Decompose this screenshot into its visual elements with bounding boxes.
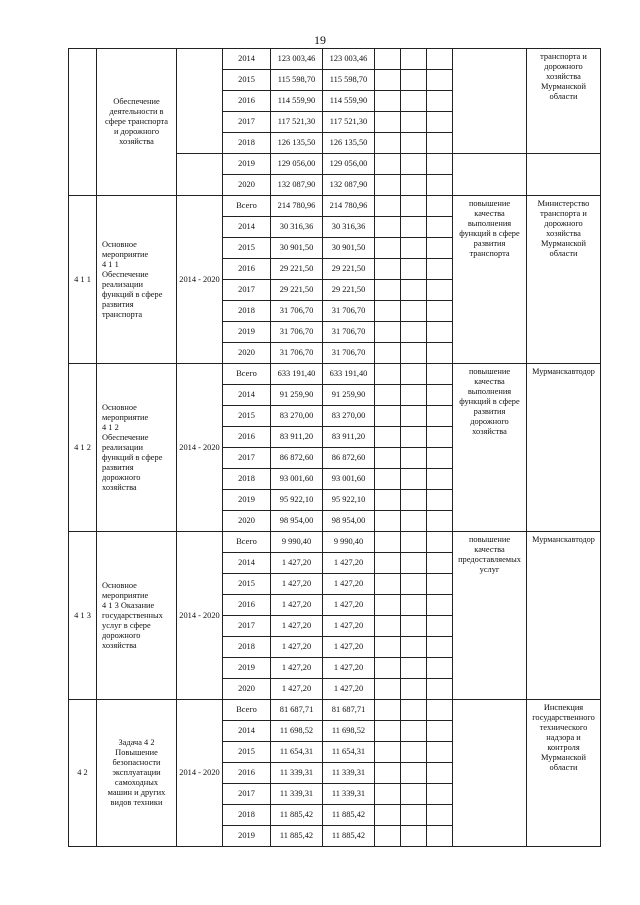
total-cell: 31 706,70 <box>271 301 323 322</box>
row-measure-name: Основное мероприятие 4 1 3 Оказание государственных услуг в сфере дорожного хозяйства <box>97 532 177 700</box>
total-cell: 98 954,00 <box>271 511 323 532</box>
year-cell: 2016 <box>223 427 271 448</box>
total-cell: 93 001,60 <box>271 469 323 490</box>
year-cell: 2014 <box>223 49 271 70</box>
total-cell: 11 339,31 <box>271 763 323 784</box>
year-cell: 2015 <box>223 742 271 763</box>
federal-cell <box>375 427 401 448</box>
local-cell <box>401 469 427 490</box>
local-cell <box>401 49 427 70</box>
total-cell: 1 427,20 <box>271 616 323 637</box>
extra-cell <box>427 658 453 679</box>
extra-cell <box>427 616 453 637</box>
year-cell: 2019 <box>223 154 271 175</box>
year-cell: Всего <box>223 196 271 217</box>
year-cell: 2016 <box>223 259 271 280</box>
local-cell <box>401 217 427 238</box>
federal-cell <box>375 448 401 469</box>
extra-cell <box>427 343 453 364</box>
federal-cell <box>375 511 401 532</box>
year-cell: 2015 <box>223 70 271 91</box>
year-cell: 2015 <box>223 406 271 427</box>
row-executor: Мурманскавтодор <box>527 532 601 700</box>
extra-cell <box>427 763 453 784</box>
year-cell: 2020 <box>223 679 271 700</box>
year-cell: 2016 <box>223 595 271 616</box>
total-cell: 1 427,20 <box>271 553 323 574</box>
extra-cell <box>427 700 453 721</box>
budget-cell: 30 901,50 <box>323 238 375 259</box>
extra-cell <box>427 91 453 112</box>
local-cell <box>401 364 427 385</box>
extra-cell <box>427 322 453 343</box>
extra-cell <box>427 679 453 700</box>
total-cell: 81 687,71 <box>271 700 323 721</box>
row-executor <box>527 154 601 196</box>
federal-cell <box>375 343 401 364</box>
local-cell <box>401 574 427 595</box>
local-cell <box>401 784 427 805</box>
total-cell: 86 872,60 <box>271 448 323 469</box>
local-cell <box>401 805 427 826</box>
total-cell: 1 427,20 <box>271 574 323 595</box>
local-cell <box>401 616 427 637</box>
extra-cell <box>427 301 453 322</box>
budget-cell: 1 427,20 <box>323 616 375 637</box>
year-cell: 2014 <box>223 721 271 742</box>
federal-cell <box>375 763 401 784</box>
year-cell: 2017 <box>223 112 271 133</box>
row-code: 4 1 3 <box>69 532 97 700</box>
local-cell <box>401 742 427 763</box>
extra-cell <box>427 784 453 805</box>
budget-cell: 11 698,52 <box>323 721 375 742</box>
local-cell <box>401 532 427 553</box>
total-cell: 83 270,00 <box>271 406 323 427</box>
budget-cell: 83 270,00 <box>323 406 375 427</box>
extra-cell <box>427 826 453 847</box>
federal-cell <box>375 217 401 238</box>
row-code: 4 1 1 <box>69 196 97 364</box>
year-cell: 2017 <box>223 448 271 469</box>
total-cell: 30 901,50 <box>271 238 323 259</box>
federal-cell <box>375 175 401 196</box>
program-table <box>68 48 601 847</box>
local-cell <box>401 259 427 280</box>
federal-cell <box>375 112 401 133</box>
extra-cell <box>427 175 453 196</box>
extra-cell <box>427 532 453 553</box>
federal-cell <box>375 364 401 385</box>
budget-cell: 1 427,20 <box>323 574 375 595</box>
local-cell <box>401 826 427 847</box>
total-cell: 1 427,20 <box>271 637 323 658</box>
extra-cell <box>427 574 453 595</box>
total-cell: 11 339,31 <box>271 784 323 805</box>
year-cell: 2015 <box>223 574 271 595</box>
local-cell <box>401 406 427 427</box>
row-measure-name: Обеспечение деятельности в сфере транспорта и дорожного хозяйства <box>97 49 177 196</box>
year-cell: 2019 <box>223 658 271 679</box>
budget-cell: 30 316,36 <box>323 217 375 238</box>
extra-cell <box>427 595 453 616</box>
local-cell <box>401 490 427 511</box>
year-cell: 2017 <box>223 616 271 637</box>
row-term: 2014 - 2020 <box>177 196 223 364</box>
table-row <box>69 196 601 217</box>
row-code <box>69 49 97 196</box>
local-cell <box>401 280 427 301</box>
extra-cell <box>427 511 453 532</box>
federal-cell <box>375 406 401 427</box>
budget-cell: 123 003,46 <box>323 49 375 70</box>
total-cell: 123 003,46 <box>271 49 323 70</box>
row-measure-name: Основное мероприятие 4 1 1 Обеспечение реализации функций в сфере развития транспорта <box>97 196 177 364</box>
local-cell <box>401 196 427 217</box>
local-cell <box>401 700 427 721</box>
row-code: 4 1 2 <box>69 364 97 532</box>
local-cell <box>401 721 427 742</box>
federal-cell <box>375 259 401 280</box>
extra-cell <box>427 259 453 280</box>
extra-cell <box>427 427 453 448</box>
year-cell: 2018 <box>223 301 271 322</box>
local-cell <box>401 637 427 658</box>
row-term <box>177 154 223 196</box>
federal-cell <box>375 721 401 742</box>
extra-cell <box>427 553 453 574</box>
federal-cell <box>375 469 401 490</box>
local-cell <box>401 343 427 364</box>
local-cell <box>401 448 427 469</box>
federal-cell <box>375 700 401 721</box>
total-cell: 9 990,40 <box>271 532 323 553</box>
federal-cell <box>375 49 401 70</box>
row-term <box>177 49 223 154</box>
local-cell <box>401 322 427 343</box>
extra-cell <box>427 217 453 238</box>
total-cell: 115 598,70 <box>271 70 323 91</box>
total-cell: 1 427,20 <box>271 595 323 616</box>
local-cell <box>401 301 427 322</box>
federal-cell <box>375 280 401 301</box>
total-cell: 114 559,90 <box>271 91 323 112</box>
page-number: 19 <box>314 33 326 47</box>
federal-cell <box>375 301 401 322</box>
budget-cell: 117 521,30 <box>323 112 375 133</box>
federal-cell <box>375 196 401 217</box>
budget-cell: 11 339,31 <box>323 784 375 805</box>
row-result <box>453 154 527 196</box>
year-cell: 2017 <box>223 280 271 301</box>
row-executor: транспорта и дорожного хозяйства Мурманской области <box>527 49 601 154</box>
local-cell <box>401 154 427 175</box>
total-cell: 11 885,42 <box>271 826 323 847</box>
total-cell: 31 706,70 <box>271 343 323 364</box>
federal-cell <box>375 595 401 616</box>
budget-cell: 81 687,71 <box>323 700 375 721</box>
year-cell: 2014 <box>223 217 271 238</box>
total-cell: 214 780,96 <box>271 196 323 217</box>
budget-cell: 31 706,70 <box>323 301 375 322</box>
local-cell <box>401 385 427 406</box>
total-cell: 29 221,50 <box>271 259 323 280</box>
budget-cell: 1 427,20 <box>323 553 375 574</box>
local-cell <box>401 175 427 196</box>
federal-cell <box>375 322 401 343</box>
total-cell: 11 885,42 <box>271 805 323 826</box>
budget-cell: 29 221,50 <box>323 280 375 301</box>
extra-cell <box>427 721 453 742</box>
row-measure-name: Основное мероприятие 4 1 2 Обеспечение реализации функций в сфере развития дорожного хозяйства <box>97 364 177 532</box>
federal-cell <box>375 70 401 91</box>
total-cell: 31 706,70 <box>271 322 323 343</box>
federal-cell <box>375 616 401 637</box>
total-cell: 129 056,00 <box>271 154 323 175</box>
row-executor: Министерство транспорта и дорожного хозяйства Мурманской области <box>527 196 601 364</box>
budget-cell: 115 598,70 <box>323 70 375 91</box>
local-cell <box>401 427 427 448</box>
local-cell <box>401 553 427 574</box>
extra-cell <box>427 133 453 154</box>
extra-cell <box>427 154 453 175</box>
federal-cell <box>375 826 401 847</box>
extra-cell <box>427 490 453 511</box>
row-result: повышение качества выполнения функций в сфере развития транспорта <box>453 196 527 364</box>
year-cell: 2020 <box>223 511 271 532</box>
total-cell: 11 698,52 <box>271 721 323 742</box>
extra-cell <box>427 364 453 385</box>
row-code: 4 2 <box>69 700 97 847</box>
year-cell: 2020 <box>223 343 271 364</box>
total-cell: 132 087,90 <box>271 175 323 196</box>
budget-cell: 1 427,20 <box>323 679 375 700</box>
total-cell: 11 654,31 <box>271 742 323 763</box>
budget-cell: 86 872,60 <box>323 448 375 469</box>
extra-cell <box>427 280 453 301</box>
year-cell: 2020 <box>223 175 271 196</box>
budget-cell: 31 706,70 <box>323 322 375 343</box>
year-cell: 2018 <box>223 805 271 826</box>
local-cell <box>401 658 427 679</box>
total-cell: 117 521,30 <box>271 112 323 133</box>
year-cell: Всего <box>223 532 271 553</box>
local-cell <box>401 70 427 91</box>
local-cell <box>401 133 427 154</box>
local-cell <box>401 91 427 112</box>
extra-cell <box>427 385 453 406</box>
federal-cell <box>375 154 401 175</box>
table-row <box>69 700 601 721</box>
budget-cell: 1 427,20 <box>323 595 375 616</box>
budget-cell: 95 922,10 <box>323 490 375 511</box>
local-cell <box>401 679 427 700</box>
budget-cell: 29 221,50 <box>323 259 375 280</box>
federal-cell <box>375 553 401 574</box>
federal-cell <box>375 532 401 553</box>
federal-cell <box>375 679 401 700</box>
table-row <box>69 532 601 553</box>
federal-cell <box>375 742 401 763</box>
local-cell <box>401 112 427 133</box>
budget-cell: 91 259,90 <box>323 385 375 406</box>
budget-cell: 11 654,31 <box>323 742 375 763</box>
federal-cell <box>375 805 401 826</box>
budget-cell: 214 780,96 <box>323 196 375 217</box>
federal-cell <box>375 385 401 406</box>
total-cell: 83 911,20 <box>271 427 323 448</box>
row-term: 2014 - 2020 <box>177 532 223 700</box>
year-cell: 2016 <box>223 763 271 784</box>
budget-cell: 114 559,90 <box>323 91 375 112</box>
row-result: повышение качества выполнения функций в сфере развития дорожного хозяйства <box>453 364 527 532</box>
row-result: повышение качества предоставляемых услуг <box>453 532 527 700</box>
budget-cell: 93 001,60 <box>323 469 375 490</box>
year-cell: 2015 <box>223 238 271 259</box>
year-cell: 2018 <box>223 133 271 154</box>
budget-cell: 132 087,90 <box>323 175 375 196</box>
budget-cell: 83 911,20 <box>323 427 375 448</box>
table-row <box>69 364 601 385</box>
year-cell: Всего <box>223 364 271 385</box>
year-cell: 2018 <box>223 637 271 658</box>
local-cell <box>401 763 427 784</box>
total-cell: 1 427,20 <box>271 658 323 679</box>
budget-cell: 633 191,40 <box>323 364 375 385</box>
budget-cell: 11 885,42 <box>323 826 375 847</box>
total-cell: 30 316,36 <box>271 217 323 238</box>
extra-cell <box>427 112 453 133</box>
budget-cell: 9 990,40 <box>323 532 375 553</box>
year-cell: 2017 <box>223 784 271 805</box>
extra-cell <box>427 70 453 91</box>
budget-cell: 1 427,20 <box>323 637 375 658</box>
year-cell: 2014 <box>223 553 271 574</box>
year-cell: 2019 <box>223 826 271 847</box>
federal-cell <box>375 637 401 658</box>
table-row <box>69 49 601 70</box>
table-body <box>69 49 601 847</box>
local-cell <box>401 238 427 259</box>
budget-cell: 31 706,70 <box>323 343 375 364</box>
extra-cell <box>427 448 453 469</box>
total-cell: 126 135,50 <box>271 133 323 154</box>
year-cell: 2018 <box>223 469 271 490</box>
year-cell: 2019 <box>223 322 271 343</box>
budget-cell: 98 954,00 <box>323 511 375 532</box>
extra-cell <box>427 637 453 658</box>
federal-cell <box>375 784 401 805</box>
budget-cell: 126 135,50 <box>323 133 375 154</box>
total-cell: 633 191,40 <box>271 364 323 385</box>
local-cell <box>401 511 427 532</box>
extra-cell <box>427 406 453 427</box>
federal-cell <box>375 91 401 112</box>
total-cell: 1 427,20 <box>271 679 323 700</box>
federal-cell <box>375 238 401 259</box>
total-cell: 29 221,50 <box>271 280 323 301</box>
total-cell: 91 259,90 <box>271 385 323 406</box>
row-result <box>453 700 527 847</box>
row-executor: Инспекция государственного технического надзора и контроля Мурманской области <box>527 700 601 847</box>
extra-cell <box>427 238 453 259</box>
total-cell: 95 922,10 <box>271 490 323 511</box>
year-cell: 2014 <box>223 385 271 406</box>
local-cell <box>401 595 427 616</box>
row-result <box>453 49 527 154</box>
extra-cell <box>427 805 453 826</box>
federal-cell <box>375 658 401 679</box>
extra-cell <box>427 742 453 763</box>
extra-cell <box>427 49 453 70</box>
budget-cell: 129 056,00 <box>323 154 375 175</box>
budget-cell: 1 427,20 <box>323 658 375 679</box>
year-cell: Всего <box>223 700 271 721</box>
year-cell: 2016 <box>223 91 271 112</box>
federal-cell <box>375 574 401 595</box>
budget-cell: 11 885,42 <box>323 805 375 826</box>
extra-cell <box>427 196 453 217</box>
row-term: 2014 - 2020 <box>177 700 223 847</box>
federal-cell <box>375 490 401 511</box>
row-measure-name: Задача 4 2 Повышение безопасности эксплуатации самоходных машин и других видов техники <box>97 700 177 847</box>
row-executor: Мурманскавтодор <box>527 364 601 532</box>
federal-cell <box>375 133 401 154</box>
budget-cell: 11 339,31 <box>323 763 375 784</box>
extra-cell <box>427 469 453 490</box>
row-term: 2014 - 2020 <box>177 364 223 532</box>
year-cell: 2019 <box>223 490 271 511</box>
